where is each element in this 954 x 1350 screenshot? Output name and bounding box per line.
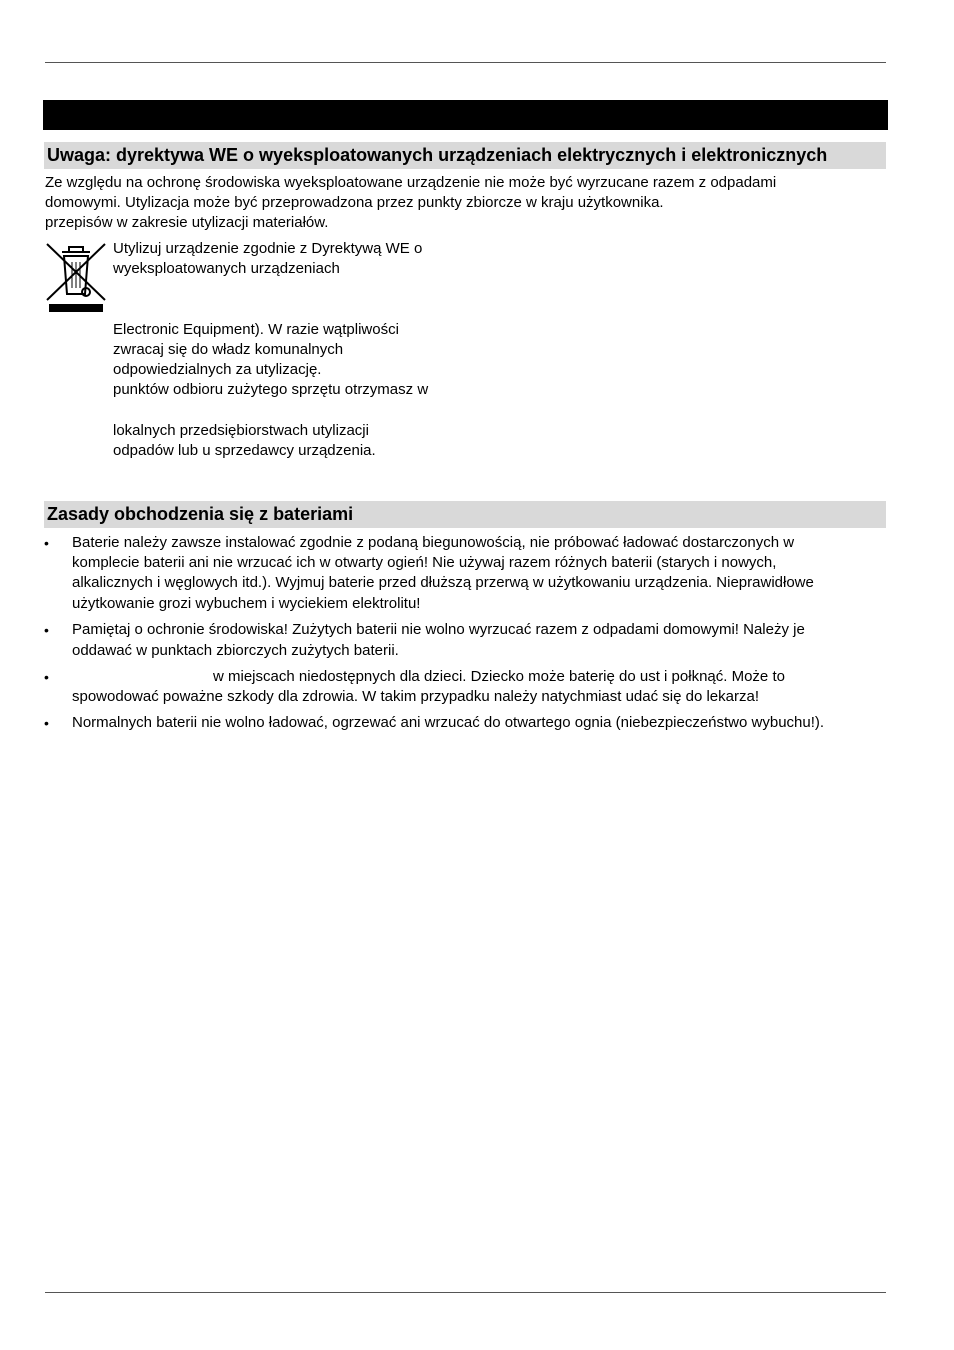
weee-intro-line: Ze względu na ochronę środowiska wyeksploatowane urządzenie nie może być wyrzucane razem z odpadami — [45, 174, 777, 191]
weee-intro-line: przepisów w zakresie utylizacji materiałów. — [45, 214, 329, 231]
battery-item-line: użytkowanie grozi wybuchem i wyciekiem elektrolitu! — [72, 595, 421, 612]
weee-side-line: Electronic Equipment). W razie wątpliwości — [113, 321, 399, 338]
battery-item-line: Baterie należy zawsze instalować zgodnie z podaną biegunowością, nie próbować ładować dostarczonych w — [72, 534, 795, 551]
battery-item-line: alkalicznych i węglowych itd.). Wyjmuj baterie przed dłuższą przerwą w użytkowaniu urządzenia. Nieprawidłowe — [72, 574, 814, 591]
battery-item-line: Pamiętaj o ochronie środowiska! Zużytych baterii nie wolno wyrzucać razem z odpadami domowymi! Należy je — [72, 621, 805, 638]
battery-heading: Zasady obchodzenia się z bateriami — [44, 501, 886, 528]
battery-item-line: spowodować poważne szkody dla zdrowia. W takim przypadku należy natychmiast udać się do lekarza! — [72, 688, 759, 705]
battery-item-line: oddawać w punktach zbiorczych zużytych baterii. — [72, 642, 399, 659]
crossed-out-wheelie-bin-icon — [45, 240, 107, 314]
battery-item-line: w miejscach niedostępnych dla dzieci. Dziecko może baterię do ust i połknąć. Może to — [213, 668, 785, 685]
bullet-marker: • — [44, 535, 49, 551]
battery-item-line: komplecie baterii ani nie wrzucać ich w otwarty ogień! Nie używaj razem różnych baterii (starych i nowych, — [72, 554, 777, 571]
section-title-bar — [43, 100, 888, 130]
weee-side-line: lokalnych przedsiębiorstwach utylizacji — [113, 422, 369, 439]
weee-side-line: Utylizuj urządzenie zgodnie z Dyrektywą WE o — [113, 240, 423, 257]
bottom-rule — [45, 1292, 886, 1293]
weee-side-line: wyeksploatowanych urządzeniach — [113, 260, 340, 277]
top-rule — [45, 62, 886, 63]
bullet-marker: • — [44, 669, 49, 685]
weee-side-line: odpowiedzialnych za utylizację. — [113, 361, 322, 378]
weee-side-line: zwracaj się do władz komunalnych — [113, 341, 344, 358]
weee-side-line: punktów odbioru zużytego sprzętu otrzymasz w — [113, 381, 429, 398]
battery-item-line: Normalnych baterii nie wolno ładować, ogrzewać ani wrzucać do otwartego ognia (niebezpieczeństwo wybuchu!). — [72, 714, 825, 731]
weee-heading: Uwaga: dyrektywa WE o wyeksploatowanych urządzeniach elektrycznych i elektronicznych — [44, 142, 886, 169]
weee-side-line: odpadów lub u sprzedawcy urządzenia. — [113, 442, 376, 459]
weee-intro-line: domowymi. Utylizacja może być przeprowadzona przez punkty zbiorcze w kraju użytkownika. — [45, 194, 664, 211]
bullet-marker: • — [44, 622, 49, 638]
bullet-marker: • — [44, 715, 49, 731]
